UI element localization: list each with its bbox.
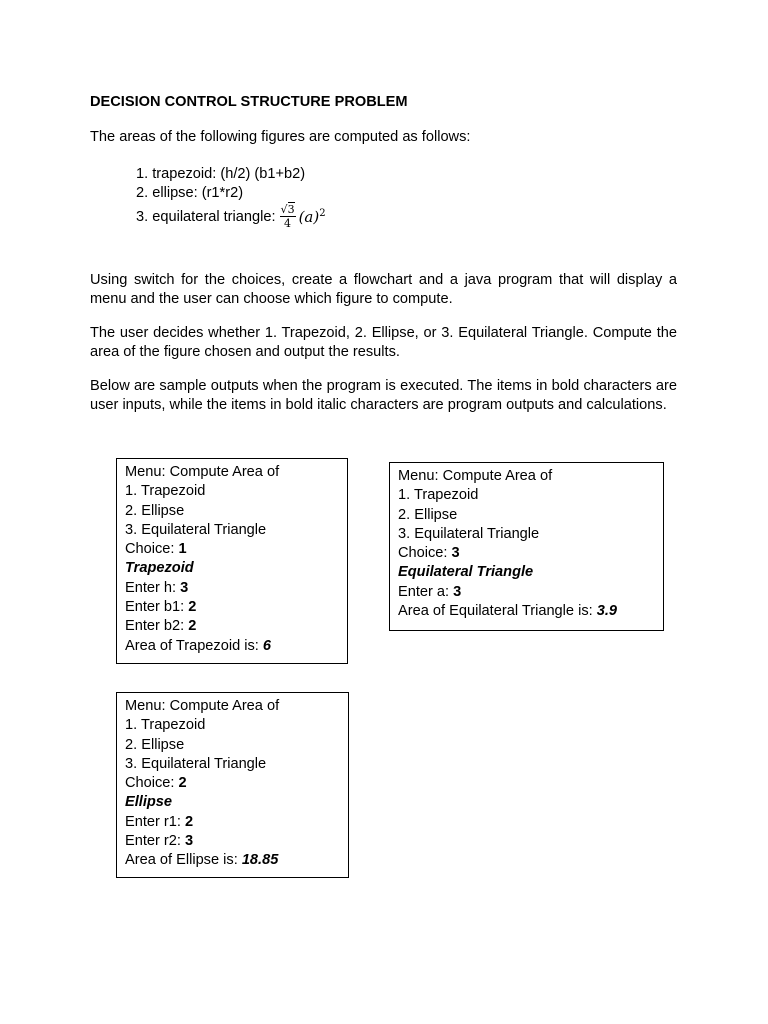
fraction-denominator: 4 [284,217,292,230]
menu-title: Menu: Compute Area of [125,698,280,714]
result-line [125,637,339,656]
menu-option-ellipse: 2. Ellipse [125,736,185,753]
result-label: Area of Equilateral Triangle is: [398,603,597,620]
menu-option-triangle: 3. Equilateral Triangle [398,525,540,542]
input-h-label: Enter h: [125,579,181,596]
result-label: Area of Trapezoid is: [125,637,263,654]
input-b1-line [125,598,339,617]
menu-option-ellipse: 2. Ellipse [398,506,458,523]
input-h-line [125,579,339,598]
triangle-power [299,208,326,226]
formula-triangle [136,203,326,230]
choice-line [125,774,340,793]
input-b1-value: 2 [188,599,197,616]
result-value: 18.85 [241,852,279,869]
result-label: Area of Ellipse is: [125,852,242,869]
triangle-fraction [280,203,296,230]
sample-output-trapezoid [116,458,348,664]
sqrt-radicand: 3 [287,203,295,216]
input-b1-label: Enter b1: [125,599,189,616]
menu-option-trapezoid: 1. Trapezoid [125,483,206,500]
formula-trapezoid: 1. trapezoid: (h/2) (b1+b2) [136,166,306,182]
sample-output-triangle [389,462,664,631]
choice-line [125,540,339,559]
menu-title: Menu: Compute Area of [398,468,553,484]
result-value: 6 [262,637,272,654]
result-value: 3.9 [596,603,618,620]
input-h-value: 3 [180,579,189,596]
fraction-numerator [280,203,296,217]
result-line [125,851,340,870]
input-r1-label: Enter r1: [125,813,186,830]
input-a-value: 3 [453,583,462,600]
triangle-base: (a) [298,207,320,226]
menu-option-triangle: 3. Equilateral Triangle [125,521,267,538]
paragraph-sample-note: Below are sample outputs when the program is executed. The items in bold characters are user inputs, while the items in bold italic characters are program outputs and calculations. [90,378,677,413]
formula-triangle-label: 3. equilateral triangle: [136,208,276,225]
input-r1-value: 2 [185,813,194,830]
input-b2-value: 2 [188,618,197,635]
menu-option-trapezoid: 1. Trapezoid [125,717,206,734]
menu-option-ellipse: 2. Ellipse [125,502,185,519]
input-a-label: Enter a: [398,583,454,600]
choice-line [398,544,655,563]
input-b2-label: Enter b2: [125,618,189,635]
input-r1-line [125,813,340,832]
intro-text: The areas of the following figures are computed as follows: [90,129,471,145]
menu-option-trapezoid: 1. Trapezoid [398,487,479,504]
sqrt-symbol: √ [280,203,288,216]
paragraph-instructions: Using switch for the choices, create a flowchart and a java program that will display a menu and the user can choose which figure to compute. [90,272,677,307]
figure-name: Ellipse [125,794,173,811]
choice-label: Choice: [398,545,452,562]
figure-name: Equilateral Triangle [398,564,534,581]
menu-option-triangle: 3. Equilateral Triangle [125,755,267,772]
input-r2-label: Enter r2: [125,833,186,850]
input-a-line [398,583,655,602]
figure-name: Trapezoid [125,560,194,577]
menu-title: Menu: Compute Area of [125,464,280,480]
result-line [398,602,655,621]
choice-value: 3 [451,545,460,562]
choice-value: 2 [178,775,187,792]
paragraph-choices: The user decides whether 1. Trapezoid, 2. Ellipse, or 3. Equilateral Triangle. Compute the area of the figure chosen and output the results. [90,325,677,360]
choice-label: Choice: [125,541,179,558]
formula-list [136,165,305,202]
triangle-exponent: 2 [319,207,326,219]
input-r2-value: 3 [185,833,194,850]
choice-label: Choice: [125,775,179,792]
input-r2-line [125,832,340,851]
document-heading: DECISION CONTROL STRUCTURE PROBLEM [90,94,408,110]
sample-output-ellipse [116,692,349,878]
input-b2-line [125,617,339,636]
choice-value: 1 [178,541,187,558]
formula-ellipse: 2. ellipse: (r1*r2) [136,184,244,201]
